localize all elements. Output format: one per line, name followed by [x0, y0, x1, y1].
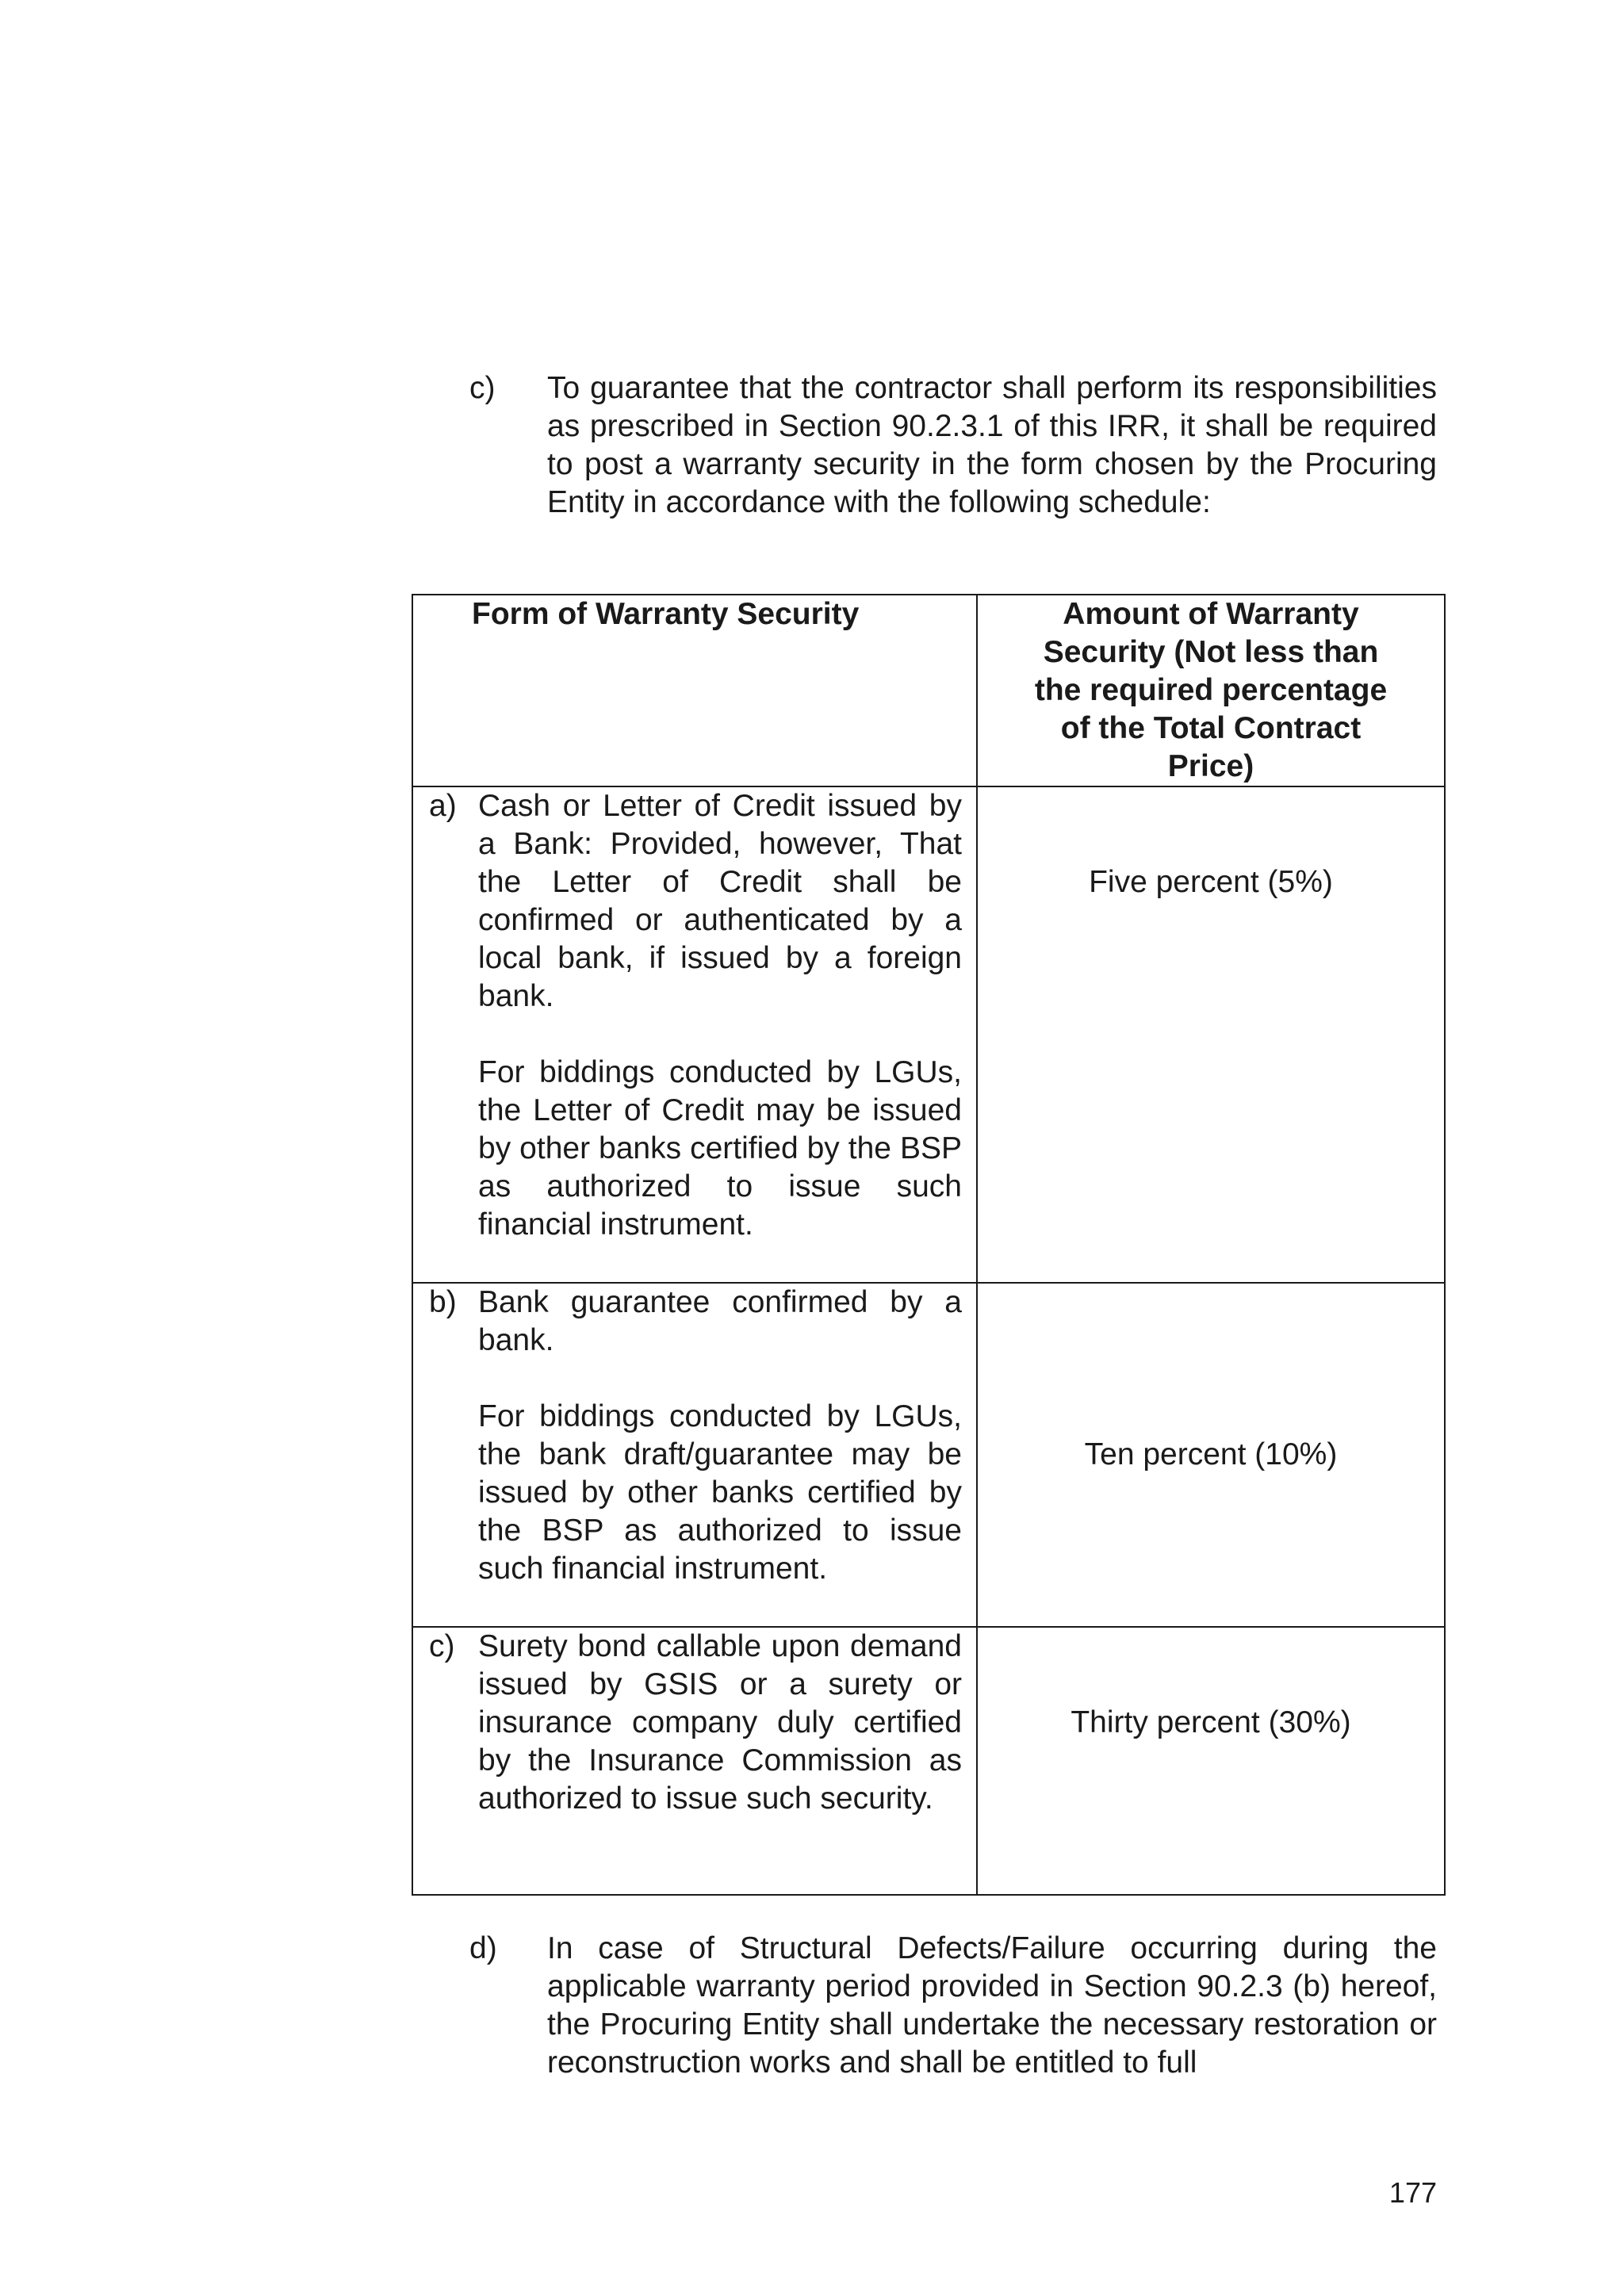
paragraph-d	[469, 1930, 1437, 2082]
header-form: Form of Warranty Security	[412, 595, 977, 786]
table-row	[412, 1283, 1445, 1627]
form-cell	[412, 1627, 977, 1895]
table-row	[412, 786, 1445, 1283]
form-paragraph: For biddings conducted by LGUs, the Letter of Credit may be issued by other banks certified by the BSP as authorized to issue such financial instrument.	[478, 1055, 962, 1242]
form-paragraph: For biddings conducted by LGUs, the bank draft/guarantee may be issued by other banks certified by the BSP as authorized to issue such financial instrument.	[478, 1399, 962, 1586]
table-row	[412, 1627, 1445, 1895]
amount-cell: Thirty percent (30%)	[977, 1627, 1445, 1895]
form-paragraph: Surety bond callable upon demand issued by GSIS or a surety or insurance company duly certified by the Insurance Commission as authorized to issue such security.	[478, 1629, 962, 1816]
page-number: 177	[1388, 2176, 1437, 2209]
paragraph-body: To guarantee that the contractor shall perform its responsibilities as prescribed in Section 90.2.3.1 of this IRR, it shall be required to post a warranty security in the form chosen by the Procuring Entity in accordance with the following schedule:	[547, 371, 1437, 519]
paragraph-text	[547, 1930, 1437, 2082]
amount-cell: Ten percent (10%)	[977, 1283, 1445, 1627]
paragraph-label: d)	[469, 1931, 497, 1965]
warranty-security-table	[412, 594, 1446, 1896]
form-cell	[412, 786, 977, 1283]
row-label: c)	[429, 1629, 455, 1663]
header-amount: Amount of Warranty Security (Not less than the required percentage of the Total Contract Price)	[977, 595, 1445, 786]
form-paragraph: Bank guarantee confirmed by a bank.	[478, 1285, 962, 1357]
paragraph-c	[469, 369, 1437, 560]
form-paragraph: Cash or Letter of Credit issued by a Bank: Provided, however, That the Letter of Credit shall be confirmed or authenticated by a local bank, if issued by a foreign bank.	[478, 789, 962, 1013]
paragraph-body: In case of Structural Defects/Failure occurring during the applicable warranty period provided in Section 90.2.3 (b) hereof, the Procuring Entity shall undertake the necessary restoration or reconstruction works and shall be entitled to full	[547, 1931, 1437, 2080]
form-cell	[412, 1283, 977, 1627]
row-label: b)	[429, 1285, 457, 1319]
paragraph-text	[547, 369, 1437, 522]
table-header-row	[412, 595, 1445, 786]
paragraph-label: c)	[469, 371, 496, 405]
row-label: a)	[429, 789, 457, 823]
amount-cell: Five percent (5%)	[977, 786, 1445, 1283]
